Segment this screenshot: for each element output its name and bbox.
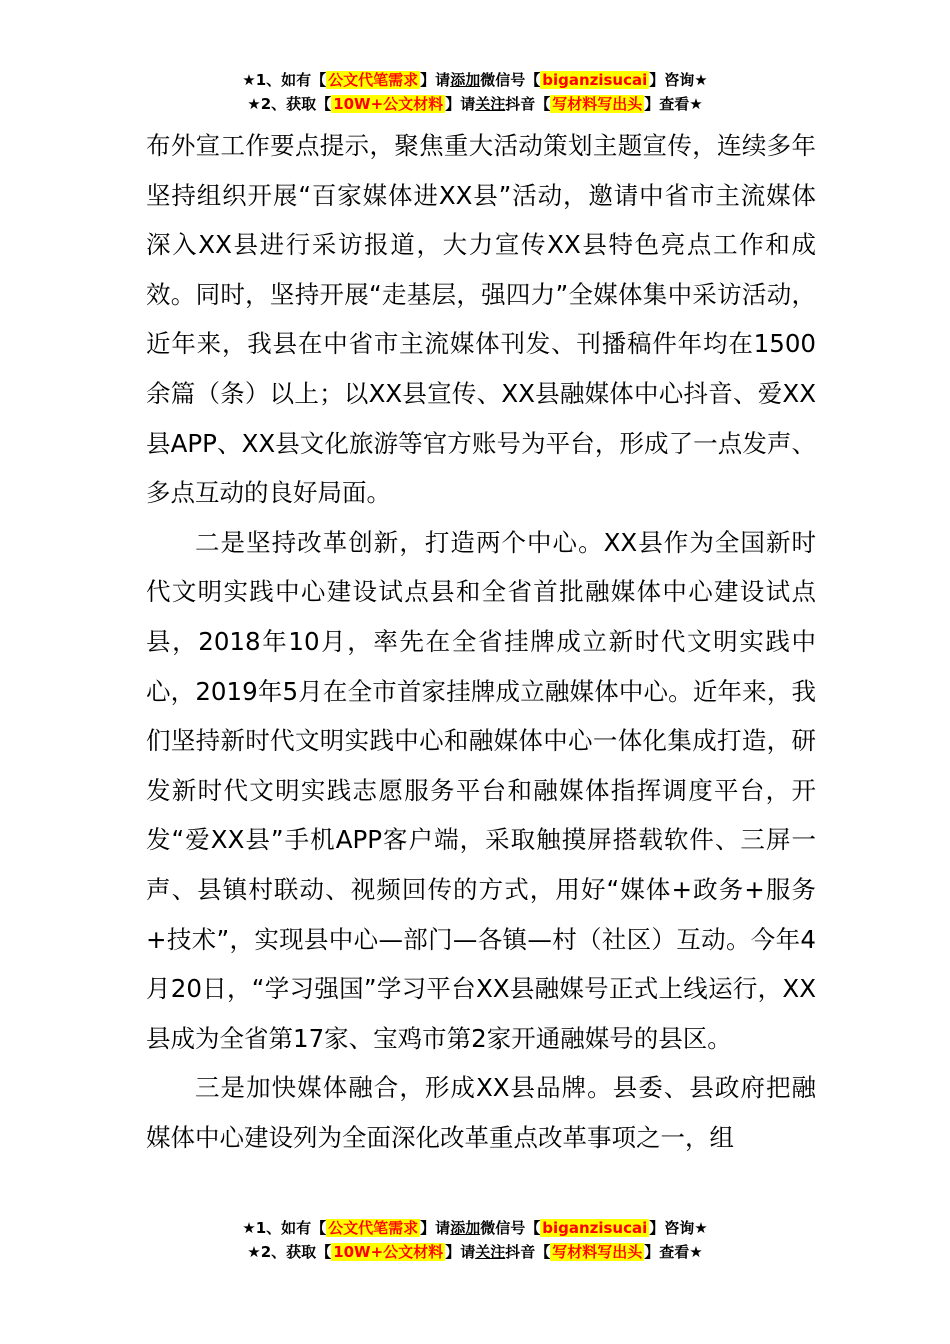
banner-text: 】咨询★ <box>649 71 708 89</box>
banner-text: 】请 <box>445 95 476 113</box>
highlight-douyin-account: 写材料写出头 <box>552 1243 643 1261</box>
banner-text: 】咨询★ <box>649 1219 708 1237</box>
banner-text: 抖音【 <box>505 1243 551 1261</box>
highlight-wechat-id: biganzisucai <box>542 71 648 89</box>
highlight-douyin-account: 写材料写出头 <box>552 95 643 113</box>
banner-text: 】查看★ <box>644 1243 703 1261</box>
banner-line-2 <box>0 92 950 116</box>
banner-text: 】请 <box>420 1219 451 1237</box>
paragraph-1: 布外宣工作要点提示，聚焦重大活动策划主题宣传，连续多年坚持组织开展“百家媒体进XX县”活动，邀请中省市主流媒体深入XX县进行采访报道，大力宣传XX县特色亮点工作和成效。同时，坚持开展“走基层，强四力”全媒体集中采访活动，近年来，我县在中省市主流媒体刊发、刊播稿件年均在1500余篇（条）以上；以XX县宣传、XX县融媒体中心抖音、爱XX县APP、XX县文化旅游等官方账号为平台，形成了一点发声、多点互动的良好局面。 <box>146 131 816 508</box>
paragraph-3: 三是加快媒体融合，形成XX县品牌。县委、县政府把融媒体中心建设列为全面深化改革重点改革事项之一，组 <box>146 1073 816 1152</box>
document-body <box>146 121 816 1162</box>
underlined-text: 关注 <box>475 95 506 113</box>
banner-line-2 <box>0 1240 950 1264</box>
underlined-text: 添加 <box>450 71 481 89</box>
header-banner <box>0 68 950 116</box>
underlined-text: 关注 <box>475 1243 506 1261</box>
highlight-wechat-id: biganzisucai <box>542 1219 648 1237</box>
banner-text: 】请 <box>445 1243 476 1261</box>
banner-text: ★1、如有【 <box>242 1219 327 1237</box>
highlight-service: 公文代笔需求 <box>328 71 419 89</box>
highlight-materials: 10W+公文材料 <box>333 95 444 113</box>
banner-text: 微信号【 <box>480 71 541 89</box>
banner-text: 】查看★ <box>644 95 703 113</box>
footer-banner <box>0 1216 950 1264</box>
banner-text: ★1、如有【 <box>242 71 327 89</box>
banner-text: ★2、获取【 <box>247 95 332 113</box>
banner-text: 抖音【 <box>505 95 551 113</box>
banner-text: ★2、获取【 <box>247 1243 332 1261</box>
banner-text: 】请 <box>420 71 451 89</box>
banner-line-1 <box>0 68 950 92</box>
highlight-service: 公文代笔需求 <box>328 1219 419 1237</box>
underlined-text: 添加 <box>450 1219 481 1237</box>
banner-text: 微信号【 <box>480 1219 541 1237</box>
highlight-materials: 10W+公文材料 <box>333 1243 444 1261</box>
paragraph-2: 二是坚持改革创新，打造两个中心。XX县作为全国新时代文明实践中心建设试点县和全省首批融媒体中心建设试点县，2018年10月，率先在全省挂牌成立新时代文明实践中心，2019年5月在全市首家挂牌成立融媒体中心。近年来，我们坚持新时代文明实践中心和融媒体中心一体化集成打造，研发新时代文明实践志愿服务平台和融媒体指挥调度平台，开发“爱XX县”手机APP客户端，采取触摸屏搭载软件、三屏一声、县镇村联动、视频回传的方式，用好“媒体+政务+服务+技术”，实现县中心—部门—各镇—村（社区）互动。今年4月20日，“学习强国”学习平台XX县融媒号正式上线运行，XX县成为全省第17家、宝鸡市第2家开通融媒号的县区。 <box>146 527 816 1053</box>
banner-line-1 <box>0 1216 950 1240</box>
